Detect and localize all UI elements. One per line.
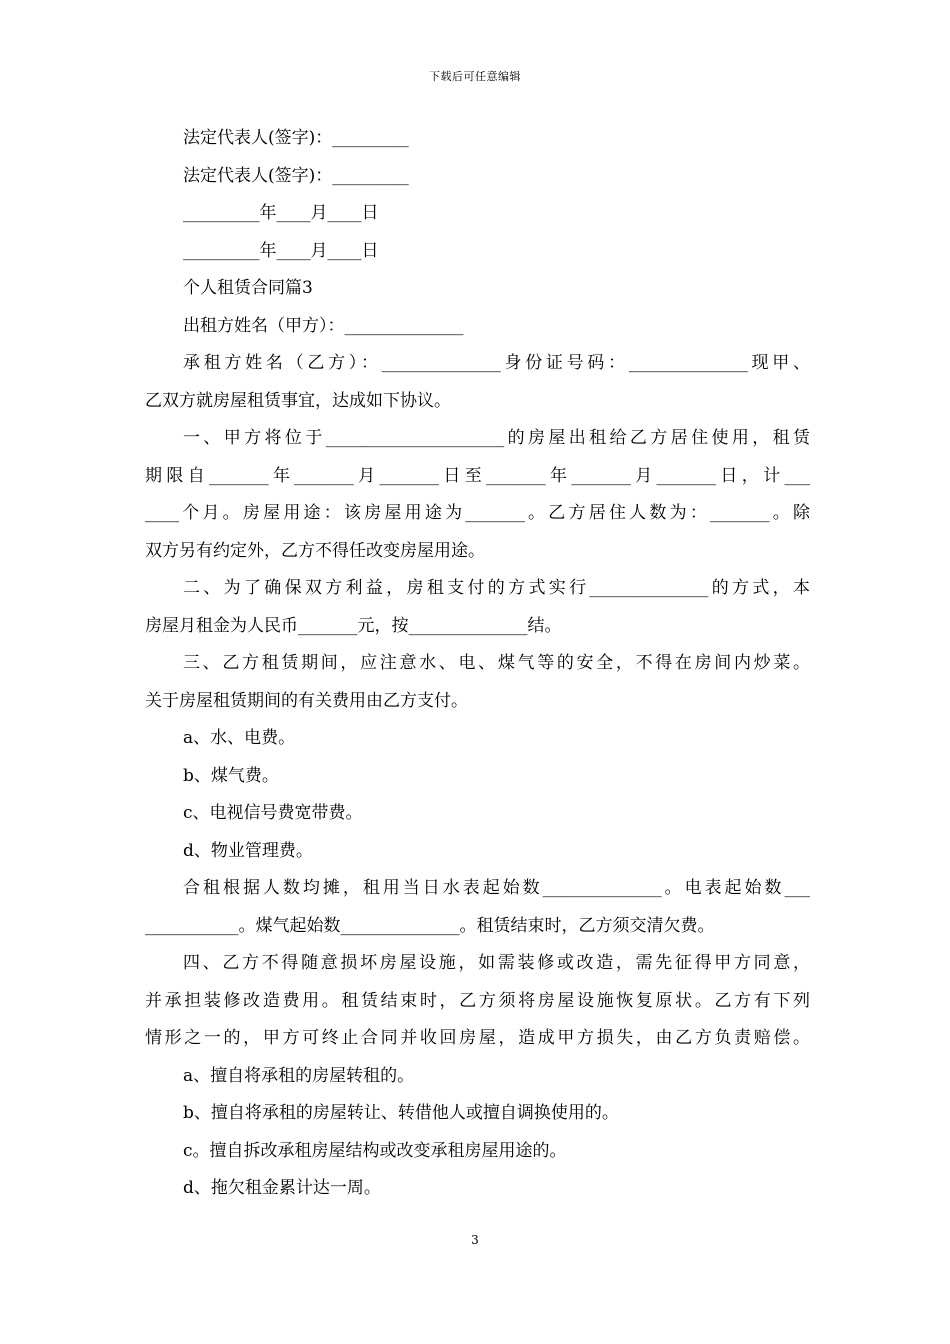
date-line: _________年____月____日 [183,203,379,223]
paragraph-line: ___________。煤气起始数______________。租赁结束时，乙方须交清欠费。 [145,915,715,936]
paragraph-line: 三、乙方租赁期间，应注意水、电、煤气等的安全，不得在房间内炒菜。 [183,653,810,673]
list-item: b、擅自将承租的房屋转让、转借他人或擅自调换使用的。 [183,1103,619,1123]
list-item: d、拖欠租金累计达一周。 [183,1178,381,1198]
list-item: d、物业管理费。 [183,840,313,861]
page-header: 下载后可任意编辑 [429,70,521,83]
paragraph-line: 期限自_______年_______月_______日至_______年_______月_______日，计___ [145,465,810,486]
date-line: _________年____月____日 [183,240,379,261]
signature-line: 法定代表人(签字)：_________ [183,128,409,148]
list-item: a、水、电费。 [183,728,296,748]
paragraph-line: 情形之一的，甲方可终止合同并收回房屋，造成甲方损失，由乙方负责赔偿。 [145,1028,810,1048]
list-item: c。擅自拆改承租房屋结构或改变承租房屋用途的。 [183,1140,567,1161]
paragraph-line: 一、甲方将位于_____________________的房屋出租给乙方居住使用，租赁 [183,428,810,448]
signature-line: 法定代表人(签字)：_________ [183,165,409,186]
list-item: c、电视信号费宽带费。 [183,803,363,823]
document-body [145,120,810,1208]
paragraph-line: 承租方姓名（乙方）：______________身份证号码：______________现甲、 [183,353,810,373]
paragraph-line: 关于房屋租赁期间的有关费用由乙方支付。 [145,690,468,711]
paragraph-line: 四、乙方不得随意损坏房屋设施，如需装修或改造，需先征得甲方同意， [183,953,810,973]
paragraph-line: 合租根据人数均摊，租用当日水表起始数______________。电表起始数___ [183,878,810,898]
section-title: 个人租赁合同篇3 [183,278,313,298]
paragraph-line: 房屋月租金为人民币_______元，按______________结。 [145,615,562,636]
page-number: 3 [471,1233,479,1247]
paragraph-line: 二、为了确保双方利益，房租支付的方式实行______________的方式，本 [183,578,810,598]
lessor-name-line: 出租方姓名（甲方）：______________ [183,315,464,336]
paragraph-line: ____个月。房屋用途：该房屋用途为_______。乙方居住人数为：_______。除 [145,503,810,523]
paragraph-line: 双方另有约定外，乙方不得任改变房屋用途。 [145,540,485,561]
list-item: b、煤气费。 [183,765,279,786]
paragraph-line: 乙双方就房屋租赁事宜，达成如下协议。 [145,390,451,411]
paragraph-line: 并承担装修改造费用。租赁结束时，乙方须将房屋设施恢复原状。乙方有下列 [145,990,810,1011]
list-item: a、擅自将承租的房屋转租的。 [183,1065,415,1086]
